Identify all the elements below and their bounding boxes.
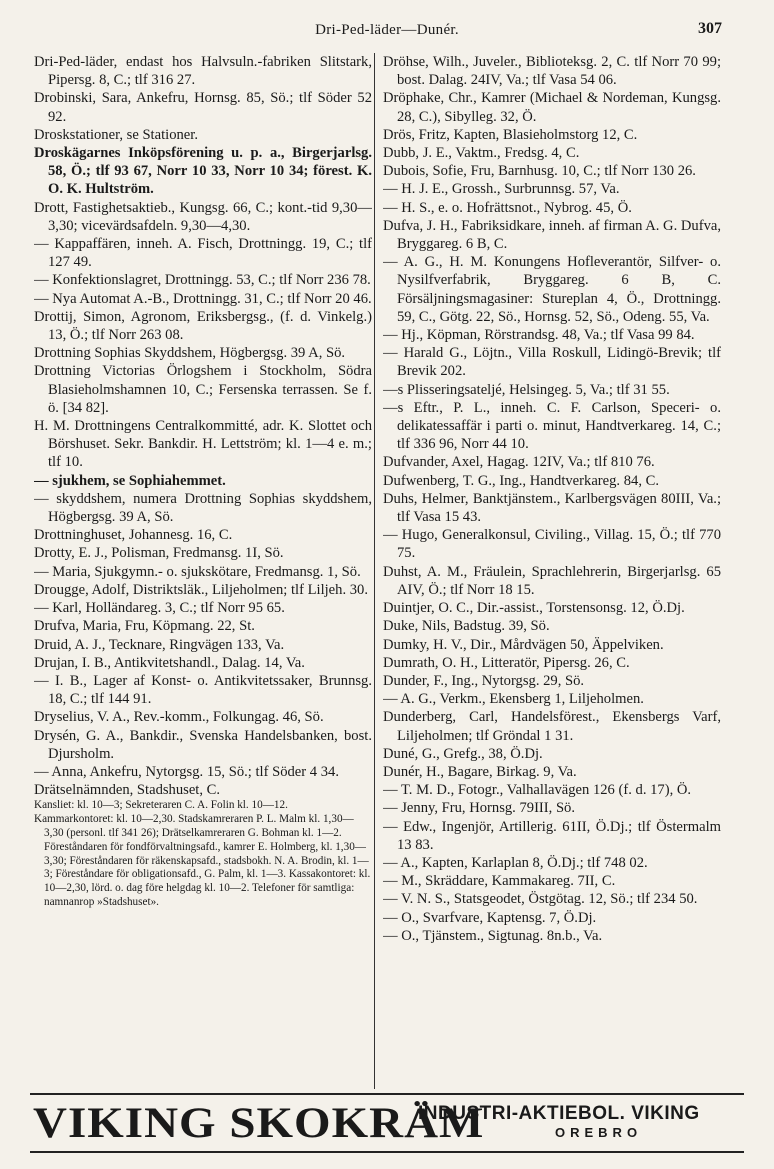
directory-entry: Dufva, J. H., Fabriksidkare, inneh. af firman A. G. Dufva, Bryggareg. 6 B, C. (383, 217, 721, 253)
footer-rule-bottom (30, 1151, 744, 1153)
directory-entry: Dunér, H., Bagare, Birkag. 9, Va. (383, 763, 577, 780)
directory-entry: — A. G., H. M. Konungens Hofleverantör, Silfver- o. Nysilfverfabrik, Bryggareg. 6 B, C. Försäljningsmagasiner: Stureplan 4, Ö., Drottningg. 59, C., Götg. 22, Sö., Hornsg. 52, Sö., Odeng. 55, Va. (383, 254, 721, 325)
directory-entry: Dumky, H. V., Dir., Mårdvägen 50, Äppelviken. (383, 636, 664, 653)
directory-entry: Drotty, E. J., Polisman, Fredmansg. 1I, Sö. (34, 545, 284, 562)
directory-entry: — skyddshem, numera Drottning Sophias skyddshem, Högbergsg. 39 A, Sö. (34, 490, 372, 526)
directory-entry: Duhs, Helmer, Banktjänstem., Karlbergsvägen 80III, Va.; tlf Vasa 15 43. (383, 490, 721, 526)
directory-entry: H. M. Drottningens Centralkommitté, adr. K. Slottet och Börshuset. Sekr. Bankdir. H. Lettström; kl. 1—4 e. m.; tlf 10. (34, 418, 372, 471)
directory-entry: — Maria, Sjukgymn.- o. sjukskötare, Fredmansg. 1, Sö. (34, 563, 361, 580)
directory-entry: Drysén, G. A., Bankdir., Svenska Handelsbanken, bost. Djursholm. (34, 727, 372, 762)
directory-entry: Dunderberg, Carl, Handelsförest., Ekensbergs Varf, Liljeholmen; tlf Gröndal 1 31. (383, 709, 721, 744)
running-title: Dri-Ped-läder—Dunér. (315, 22, 459, 38)
directory-entry: — Kappaffären, inneh. A. Fisch, Drottningg. 19, C.; tlf 127 49. (34, 236, 372, 271)
directory-entry: Drottning Victorias Örlogshem i Stockholm, Södra Blasieholmshamnen 10, C.; Fersenska terrassen. Se f. ö. [34 82]. (34, 363, 372, 416)
directory-entry: —s Eftr., P. L., inneh. C. F. Carlson, Speceri- o. delikatessaffär i parti o. minut, Handtverkareg. 14, C.; tlf 336 96, Norr 44 10. (383, 399, 721, 453)
directory-entry: Droskstationer, se Stationer. (34, 126, 198, 143)
directory-entry: — Hugo, Generalkonsul, Civiling., Villag. 15, Ö.; tlf 770 75. (383, 527, 721, 562)
column-divider (374, 53, 375, 1089)
directory-entry: — A., Kapten, Karlaplan 8, Ö.Dj.; tlf 748 02. (383, 854, 648, 871)
directory-entry: Duke, Nils, Badstug. 39, Sö. (383, 618, 550, 635)
directory-entry: — I. B., Lager af Konst- o. Antikvitetssaker, Brunnsg. 18, C.; tlf 144 91. (34, 672, 372, 708)
directory-entry: — Konfektionslagret, Drottningg. 53, C.; tlf Norr 236 78. (34, 272, 371, 289)
directory-entry: Dubois, Sofie, Fru, Barnhusg. 10, C.; tlf Norr 130 26. (383, 163, 696, 180)
directory-entry: Druid, A. J., Tecknare, Ringvägen 133, Va. (34, 636, 285, 653)
directory-entry: — Jenny, Fru, Hornsg. 79III, Sö. (383, 800, 576, 817)
page-number: 307 (698, 20, 722, 37)
directory-entry: Dubb, J. E., Vaktm., Fredsg. 4, C. (383, 145, 580, 162)
directory-entry: Dröphake, Chr., Kamrer (Michael & Nordeman, Kungsg. 28, C.), Sibylleg. 32, Ö. (383, 90, 721, 125)
company-city: OREBRO (555, 1125, 643, 1140)
directory-entry: Kammarkontoret: kl. 10—2,30. Stadskamreraren P. L. Malm kl. 1,30—3,30 (personl. tlf 341 26); Drätselkamreraren G. Bohman kl. 1—2. Föreståndaren för fondförvaltningsafd., kamrer E. Holmberg, kl. 1,30—3,30; Föreståndaren för räkenskapsafd., stadsbokh. N. A. Brodin, kl. 1—3; Föreståndare för obligationsafd., G. Palm, kl. 1—3. Kassakontoret: kl. 10—2,30, lörd. o. dag före helgdag kl. 10—2. Telefoner för samtliga: namnanrop »Stadshuset». (34, 813, 371, 908)
directory-entry: Duhst, A. M., Fräulein, Sprachlehrerin, Birgerjarlsg. 65 AIV, Ö.; tlf Norr 18 15. (383, 563, 721, 598)
right-column (383, 53, 721, 1093)
directory-entry: Dumrath, O. H., Litteratör, Pipersg. 26, C. (383, 654, 630, 671)
directory-entry: — A. G., Verkm., Ekensberg 1, Liljeholmen. (383, 691, 644, 708)
left-column (34, 53, 372, 1093)
directory-entry: — Anna, Ankefru, Nytorgsg. 15, Sö.; tlf Söder 4 34. (34, 763, 339, 780)
page-header (0, 22, 774, 46)
directory-entry: — Harald G., Löjtn., Villa Roskull, Lidingö-Brevik; tlf Brevik 202. (383, 345, 721, 380)
company-name: INDUSTRI-AKTIEBOL. VIKING (418, 1103, 700, 1124)
advertisement-footer (0, 1093, 774, 1153)
directory-entry: — H. S., e. o. Hofrättsnot., Nybrog. 45, Ö. (383, 199, 632, 216)
directory-entry: Drobinski, Sara, Ankefru, Hornsg. 85, Sö.; tlf Söder 52 92. (34, 90, 372, 125)
directory-entry: Drougge, Adolf, Distriktsläk., Liljeholmen; tlf Liljeh. 30. (34, 581, 368, 598)
directory-entry: — V. N. S., Statsgeodet, Östgötag. 12, Sö.; tlf 234 50. (383, 891, 698, 908)
directory-entry: Drottning Sophias Skyddshem, Högbergsg. 39 A, Sö. (34, 345, 346, 362)
directory-entry: — Karl, Holländareg. 3, C.; tlf Norr 95 65. (34, 600, 285, 617)
directory-entry: Duné, G., Grefg., 38, Ö.Dj. (383, 745, 543, 762)
directory-entry: Drufva, Maria, Fru, Köpmang. 22, St. (34, 618, 255, 635)
directory-entry: Drätselnämnden, Stadshuset, C. (34, 782, 221, 799)
directory-entry: Dunder, F., Ing., Nytorgsg. 29, Sö. (383, 672, 585, 689)
footer-rule-top (30, 1093, 744, 1095)
directory-entry: — O., Tjänstem., Sigtunag. 8n.b., Va. (383, 927, 603, 944)
directory-entry: — H. J. E., Grossh., Surbrunnsg. 57, Va. (383, 181, 620, 198)
directory-entry: Drottij, Simon, Agronom, Eriksbergsg., (f. d. Vinkelg.) 13, Ö.; tlf Norr 263 08. (34, 308, 372, 344)
directory-entry: —s Plisseringsateljé, Helsingeg. 5, Va.; tlf 31 55. (383, 381, 670, 398)
directory-entry: Dryselius, V. A., Rev.-komm., Folkungag. 46, Sö. (34, 709, 324, 726)
directory-entry: Drott, Fastighetsaktieb., Kungsg. 66, C.; kont.-tid 9,30—3,30; vicevärdsafdeln. 9,30—4,30. (34, 199, 372, 234)
directory-entry: — Hj., Köpman, Rörstrandsg. 48, Va.; tlf Vasa 99 84. (383, 327, 695, 344)
directory-entry: Dri-Ped-läder, endast hos Halvsuln.-fabriken Slitstark, Pipersg. 8, C.; tlf 316 27. (34, 54, 372, 89)
directory-entry: — T. M. D., Fotogr., Valhallavägen 126 (f. d. 17), Ö. (383, 782, 692, 799)
directory-entry: Drujan, I. B., Antikvitetshandl., Dalag. 14, Va. (34, 654, 305, 671)
directory-entry: — sjukhem, se Sophiahemmet. (34, 472, 226, 489)
viking-skokram-logo: VIKING SKOKRÄM (33, 1099, 485, 1147)
directory-entry: — Edw., Ingenjör, Artillerig. 61II, Ö.Dj.; tlf Östermalm 13 83. (383, 818, 721, 853)
directory-entry: Drös, Fritz, Kapten, Blasieholmstorg 12, C. (383, 126, 638, 143)
directory-entry: — Nya Automat A.-B., Drottningg. 31, C.; tlf Norr 20 46. (34, 290, 372, 307)
directory-entry: — M., Skräddare, Kammakareg. 7II, C. (383, 873, 616, 890)
directory-entry: Dufvander, Axel, Hagag. 12IV, Va.; tlf 810 76. (383, 454, 655, 471)
directory-entry: Kansliet: kl. 10—3; Sekreteraren C. A. Folin kl. 10—12. (34, 799, 288, 812)
directory-entry: — O., Svarfvare, Kaptensg. 7, Ö.Dj. (383, 909, 597, 926)
directory-entry: Duintjer, O. C., Dir.-assist., Torstensonsg. 12, Ö.Dj. (383, 600, 685, 617)
directory-entry: Droskägarnes Inköpsförening u. p. a., Birgerjarlsg. 58, Ö.; tlf 93 67, Norr 10 33, Norr 10 34; förest. K. O. K. Hultström. (34, 145, 372, 198)
directory-entry: Dröhse, Wilh., Juveler., Biblioteksg. 2, C. tlf Norr 70 99; bost. Dalag. 24IV, Va.; tlf Vasa 54 06. (383, 54, 721, 89)
directory-entry: Dufwenberg, T. G., Ing., Handtverkareg. 84, C. (383, 472, 659, 489)
directory-entry: Drottninghuset, Johannesg. 16, C. (34, 527, 233, 544)
